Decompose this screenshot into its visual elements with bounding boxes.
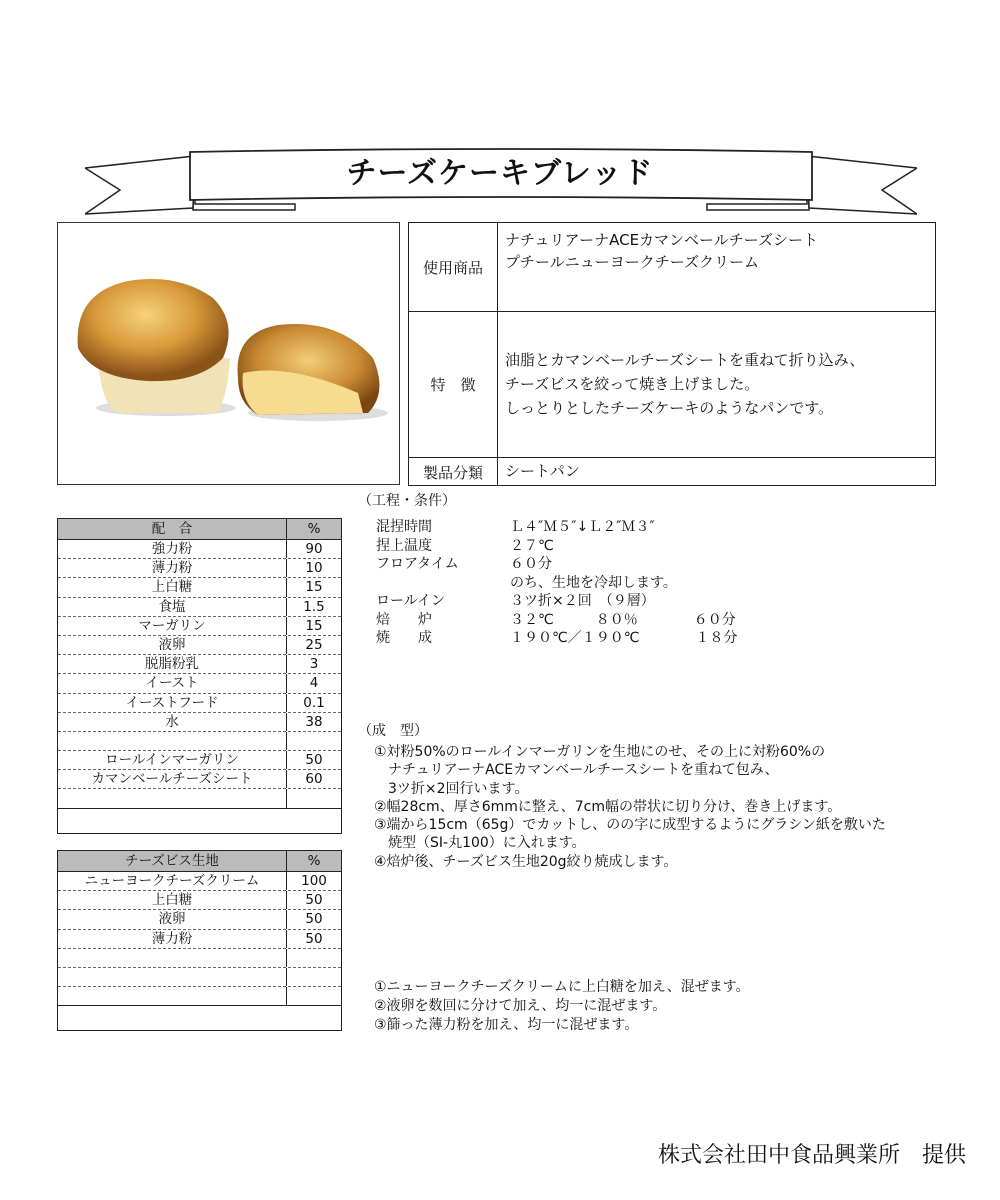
cheesecake-bread-photo-icon [58, 223, 399, 484]
process-item [376, 572, 796, 590]
table-row [58, 674, 341, 693]
process-value: １９０℃／１９０℃ １８分 [510, 630, 738, 646]
ingredient-name [58, 987, 287, 1005]
page-title: チーズケーキブレッド [346, 156, 654, 191]
table-row [58, 789, 341, 808]
step-line: ①ニューヨークチーズクリームに上白糖を加え、混ぜます。 [374, 979, 750, 995]
cheese-bis-header-percent: % [307, 853, 321, 869]
footer-credit: 株式会社田中食品興業所 提供 [657, 1143, 966, 1168]
ingredient-name: 脱脂粉乳 [58, 655, 287, 673]
ingredient-percent: 50 [305, 911, 323, 928]
ingredient-name: 食塩 [58, 598, 287, 616]
ingredient-name: 強力粉 [58, 540, 287, 558]
ingredient-percent: 3 [309, 656, 319, 673]
ingredient-percent: 50 [305, 892, 323, 909]
process-value: ６０分 [510, 556, 552, 572]
process-item [376, 627, 796, 645]
cheese-bis-header [58, 851, 341, 872]
ingredient-name: イースト [58, 674, 287, 692]
step-line: 焼型（SI-丸100）に入れます。 [374, 835, 586, 852]
ingredient-percent: 38 [305, 713, 323, 730]
category-row [409, 458, 935, 486]
step-line: ②液卵を数回に分けて加え、均一に混ぜます。 [374, 998, 667, 1014]
table-row [58, 578, 341, 597]
features-label: 特 徴 [409, 312, 498, 457]
ingredient-percent [287, 949, 341, 967]
ingredient-name: 上白糖 [58, 578, 287, 596]
table-row [58, 987, 341, 1006]
ingredient-percent: 10 [305, 560, 323, 577]
recipe-footer [58, 809, 341, 833]
table-row [58, 770, 341, 789]
ingredient-name: ロールインマーガリン [58, 751, 287, 769]
step-line: 3ツ折×2回行います。 [374, 780, 529, 797]
category-label: 製品分類 [409, 458, 498, 486]
products-row [409, 223, 935, 312]
process-item [376, 609, 796, 627]
ingredient-percent [287, 732, 341, 750]
step-line: ④焙炉後、チーズビス生地20g絞り焼成します。 [374, 853, 678, 870]
ingredient-percent: 4 [309, 675, 319, 692]
table-row [58, 872, 341, 891]
recipe-header [58, 519, 341, 540]
table-row [58, 598, 341, 617]
step-line: ①対粉50%のロールインマーガリンを生地にのせ、その上に対粉60%の [374, 744, 826, 760]
product-item: ナチュリアーナACEカマンベールチーズシート [505, 231, 819, 249]
features-row [409, 312, 935, 458]
ingredient-name: イーストフード [58, 694, 287, 712]
ingredient-percent: 50 [305, 752, 323, 769]
ingredient-name: 薄力粉 [58, 930, 287, 948]
process-value: ２７℃ [510, 537, 554, 554]
process-value: のち、生地を冷却します。 [510, 574, 677, 591]
ingredient-name: 上白糖 [58, 891, 287, 909]
feature-line: しっとりとしたチーズケーキのようなパンです。 [505, 399, 834, 417]
feature-line: チーズビスを絞って焼き上げました。 [505, 375, 760, 393]
table-row [58, 968, 341, 987]
ingredient-name: 液卵 [58, 910, 287, 928]
feature-line: 油脂とカマンベールチーズシートを重ねて折り込み、 [505, 351, 865, 369]
process-label: ロールイン [376, 593, 446, 609]
forming-heading: （成 型） [358, 723, 428, 739]
process-value: ３２℃ ８０％ ６０分 [510, 611, 736, 628]
products-label: 使用商品 [409, 223, 498, 311]
process-item [376, 516, 796, 534]
product-photo [57, 222, 400, 485]
process-label: 捏上温度 [376, 537, 432, 554]
ingredient-name [58, 968, 287, 986]
forming-list [374, 743, 886, 871]
product-item: プチールニューヨークチーズクリーム [505, 253, 759, 271]
process-label: 焼 成 [376, 630, 432, 646]
ingredient-name: 薄力粉 [58, 559, 287, 577]
ingredient-percent: 50 [305, 930, 323, 947]
cheese-bis-footer [58, 1006, 341, 1030]
table-row [58, 636, 341, 655]
ingredient-name: 水 [58, 713, 287, 731]
ingredient-percent: 25 [305, 636, 323, 653]
table-row [58, 713, 341, 732]
recipe-header-percent: % [307, 521, 321, 537]
ingredient-percent: 15 [305, 579, 323, 596]
process-label: 焙 炉 [376, 611, 432, 628]
table-row [58, 949, 341, 968]
product-info-table [408, 222, 936, 486]
process-item [376, 553, 796, 571]
ingredient-name: 液卵 [58, 636, 287, 654]
process-value: ３ツ折×２回 （９層） [510, 593, 655, 609]
table-row [58, 540, 341, 559]
ingredient-percent [287, 987, 341, 1005]
step-line: ③篩った薄力粉を加え、均一に混ぜます。 [374, 1017, 639, 1033]
process-heading: （工程・条件） [358, 493, 456, 509]
ingredient-name [58, 732, 287, 750]
process-label: 混捏時間 [376, 519, 432, 535]
table-row [58, 559, 341, 578]
ingredient-name: ニューヨークチーズクリーム [58, 872, 287, 890]
cheese-bis-header-name: チーズビス生地 [58, 851, 287, 871]
table-row [58, 732, 341, 751]
table-row [58, 930, 341, 949]
table-row [58, 910, 341, 929]
recipe-header-name: 配 合 [58, 519, 287, 539]
ingredient-name [58, 949, 287, 967]
step-line: ナチュリアーナACEカマンベールチースシートを重ねて包み、 [374, 762, 779, 779]
process-label: フロアタイム [376, 556, 459, 572]
table-row [58, 617, 341, 636]
table-row [58, 655, 341, 674]
ingredient-name: マーガリン [58, 617, 287, 635]
ingredient-percent: 1.5 [303, 598, 325, 615]
cheese-bis-table [57, 850, 342, 1031]
table-row [58, 694, 341, 713]
process-value: Ｌ４″Ｍ５″↓Ｌ２″Ｍ３″ [510, 519, 655, 535]
ingredient-percent [287, 789, 341, 807]
process-item [376, 535, 796, 553]
process-item [376, 590, 796, 608]
category-value: シートパン [505, 462, 580, 480]
ingredient-percent: 15 [305, 617, 323, 634]
ingredient-percent [287, 968, 341, 986]
ingredient-name [58, 789, 287, 807]
ingredient-percent: 60 [305, 771, 323, 788]
step-line: ③端から15cm（65g）でカットし、のの字に成型するようにグラシン紙を敷いた [374, 817, 886, 834]
ingredient-percent: 100 [301, 873, 327, 889]
ingredient-percent: 90 [305, 541, 323, 557]
ingredient-name: カマンベールチーズシート [58, 770, 287, 788]
table-row [58, 751, 341, 770]
ingredient-percent: 0.1 [303, 694, 325, 711]
cheese-bis-steps [374, 978, 750, 1035]
step-line: ②幅28cm、厚さ6mmに整え、7cm幅の帯状に切り分け、巻き上げます。 [374, 798, 842, 815]
recipe-table [57, 518, 342, 834]
table-row [58, 891, 341, 910]
